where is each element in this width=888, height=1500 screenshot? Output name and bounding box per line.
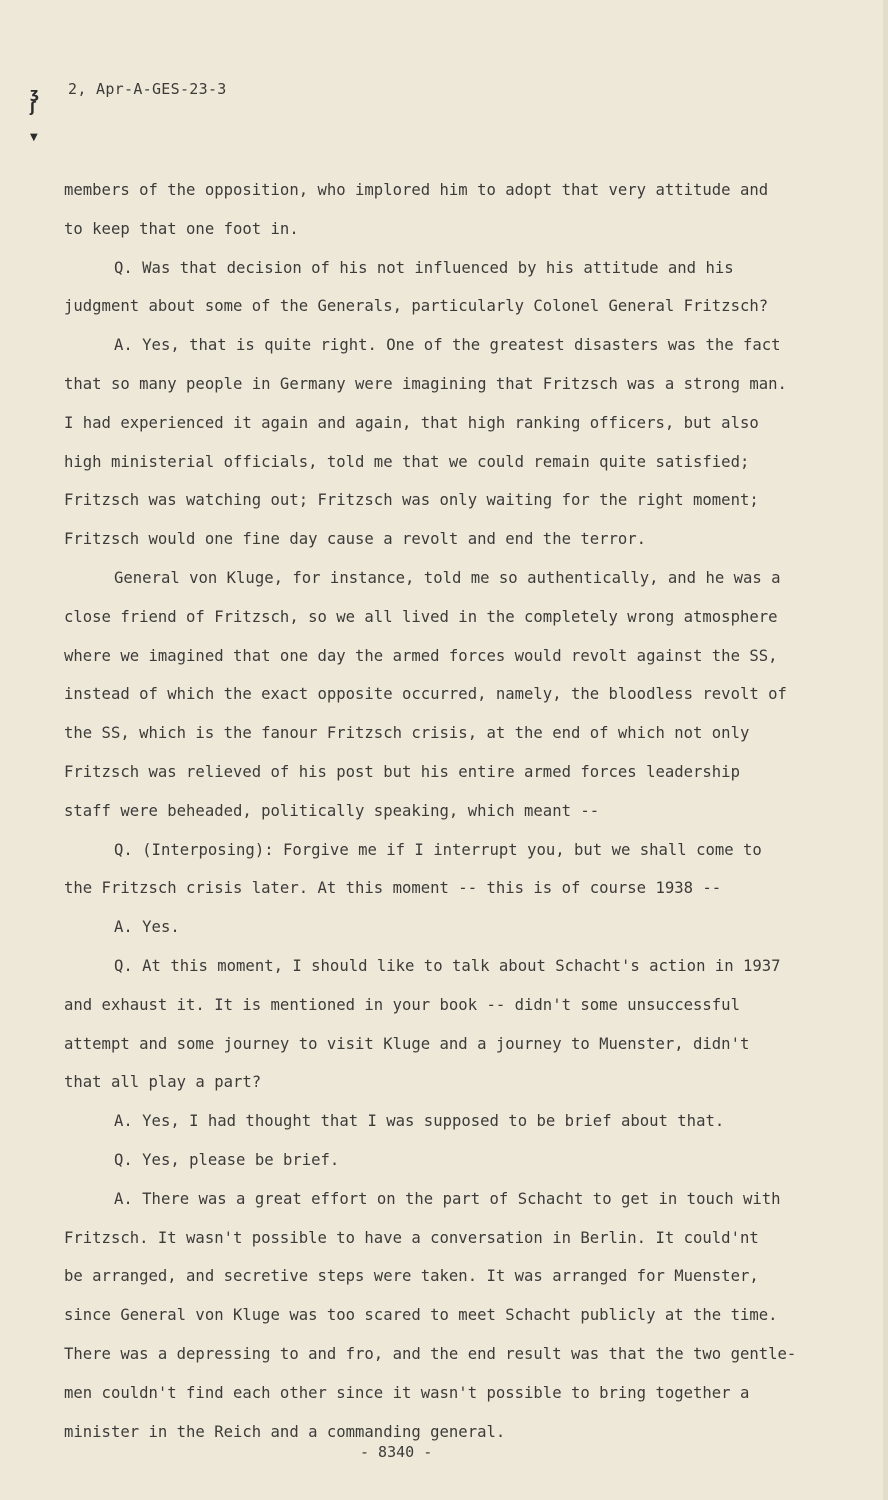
text-line: I had experienced it again and again, that high ranking officers, but also	[64, 413, 759, 432]
text-line: and exhaust it. It is mentioned in your book -- didn't some unsuccessful	[64, 995, 740, 1014]
text-line: There was a depressing to and fro, and the end result was that the two gentle-	[64, 1344, 797, 1363]
document-body	[64, 171, 824, 1451]
text-line: attempt and some journey to visit Kluge and a journey to Muenster, didn't	[64, 1034, 750, 1053]
text-line: A. Yes, that is quite right. One of the greatest disasters was the fact	[114, 336, 781, 355]
text-line: that so many people in Germany were imagining that Fritzsch was a strong man.	[64, 374, 787, 393]
text-line: close friend of Fritzsch, so we all lived in the completely wrong atmosphere	[64, 607, 778, 626]
margin-mark: ʃ	[30, 100, 36, 116]
text-line: high ministerial officials, told me that we could remain quite satisfied;	[64, 452, 750, 471]
text-line: be arranged, and secretive steps were taken. It was arranged for Muenster,	[64, 1267, 759, 1286]
text-line: the SS, which is the fanour Fritzsch crisis, at the end of which not only	[64, 724, 750, 743]
page-number: - 8340 -	[360, 1443, 433, 1461]
text-line: Fritzsch. It wasn't possible to have a conversation in Berlin. It could'nt	[64, 1228, 759, 1247]
text-line: A. There was a great effort on the part of Schacht to get in touch with	[114, 1189, 781, 1208]
text-line: General von Kluge, for instance, told me so authentically, and he was a	[114, 568, 781, 587]
text-line: to keep that one foot in.	[64, 219, 299, 238]
text-line: Q. Yes, please be brief.	[114, 1150, 340, 1169]
text-line: minister in the Reich and a commanding general.	[64, 1422, 506, 1441]
page-reference: 2, Apr-A-GES-23-3	[68, 80, 227, 98]
text-line: members of the opposition, who implored him to adopt that very attitude and	[64, 181, 769, 199]
text-line: Fritzsch was relieved of his post but his entire armed forces leadership	[64, 762, 740, 781]
text-line: instead of which the exact opposite occurred, namely, the bloodless revolt of	[64, 685, 787, 704]
text-line: Fritzsch would one fine day cause a revolt and end the terror.	[64, 530, 647, 549]
text-line: Q. Was that decision of his not influenced by his attitude and his	[114, 258, 734, 277]
text-line: A. Yes, I had thought that I was supposed to be brief about that.	[114, 1112, 725, 1131]
text-line: Q. (Interposing): Forgive me if I interrupt you, but we shall come to	[114, 840, 762, 859]
text-line: the Fritzsch crisis later. At this moment -- this is of course 1938 --	[64, 879, 722, 898]
text-line: staff were beheaded, politically speaking, which meant --	[64, 801, 600, 820]
text-line: where we imagined that one day the armed forces would revolt against the SS,	[64, 646, 778, 665]
text-line: Fritzsch was watching out; Fritzsch was only waiting for the right moment;	[64, 491, 759, 510]
text-line: since General von Kluge was too scared to meet Schacht publicly at the time.	[64, 1306, 778, 1325]
margin-mark: ʒ	[30, 86, 39, 102]
text-line: Q. At this moment, I should like to talk about Schacht's action in 1937	[114, 956, 781, 975]
text-line: that all play a part?	[64, 1073, 262, 1092]
margin-mark: ▼	[30, 132, 38, 143]
text-line: judgment about some of the Generals, particularly Colonel General Fritzsch?	[64, 297, 769, 316]
text-line: A. Yes.	[114, 918, 180, 937]
text-line: men couldn't find each other since it wasn't possible to bring together a	[64, 1383, 750, 1402]
